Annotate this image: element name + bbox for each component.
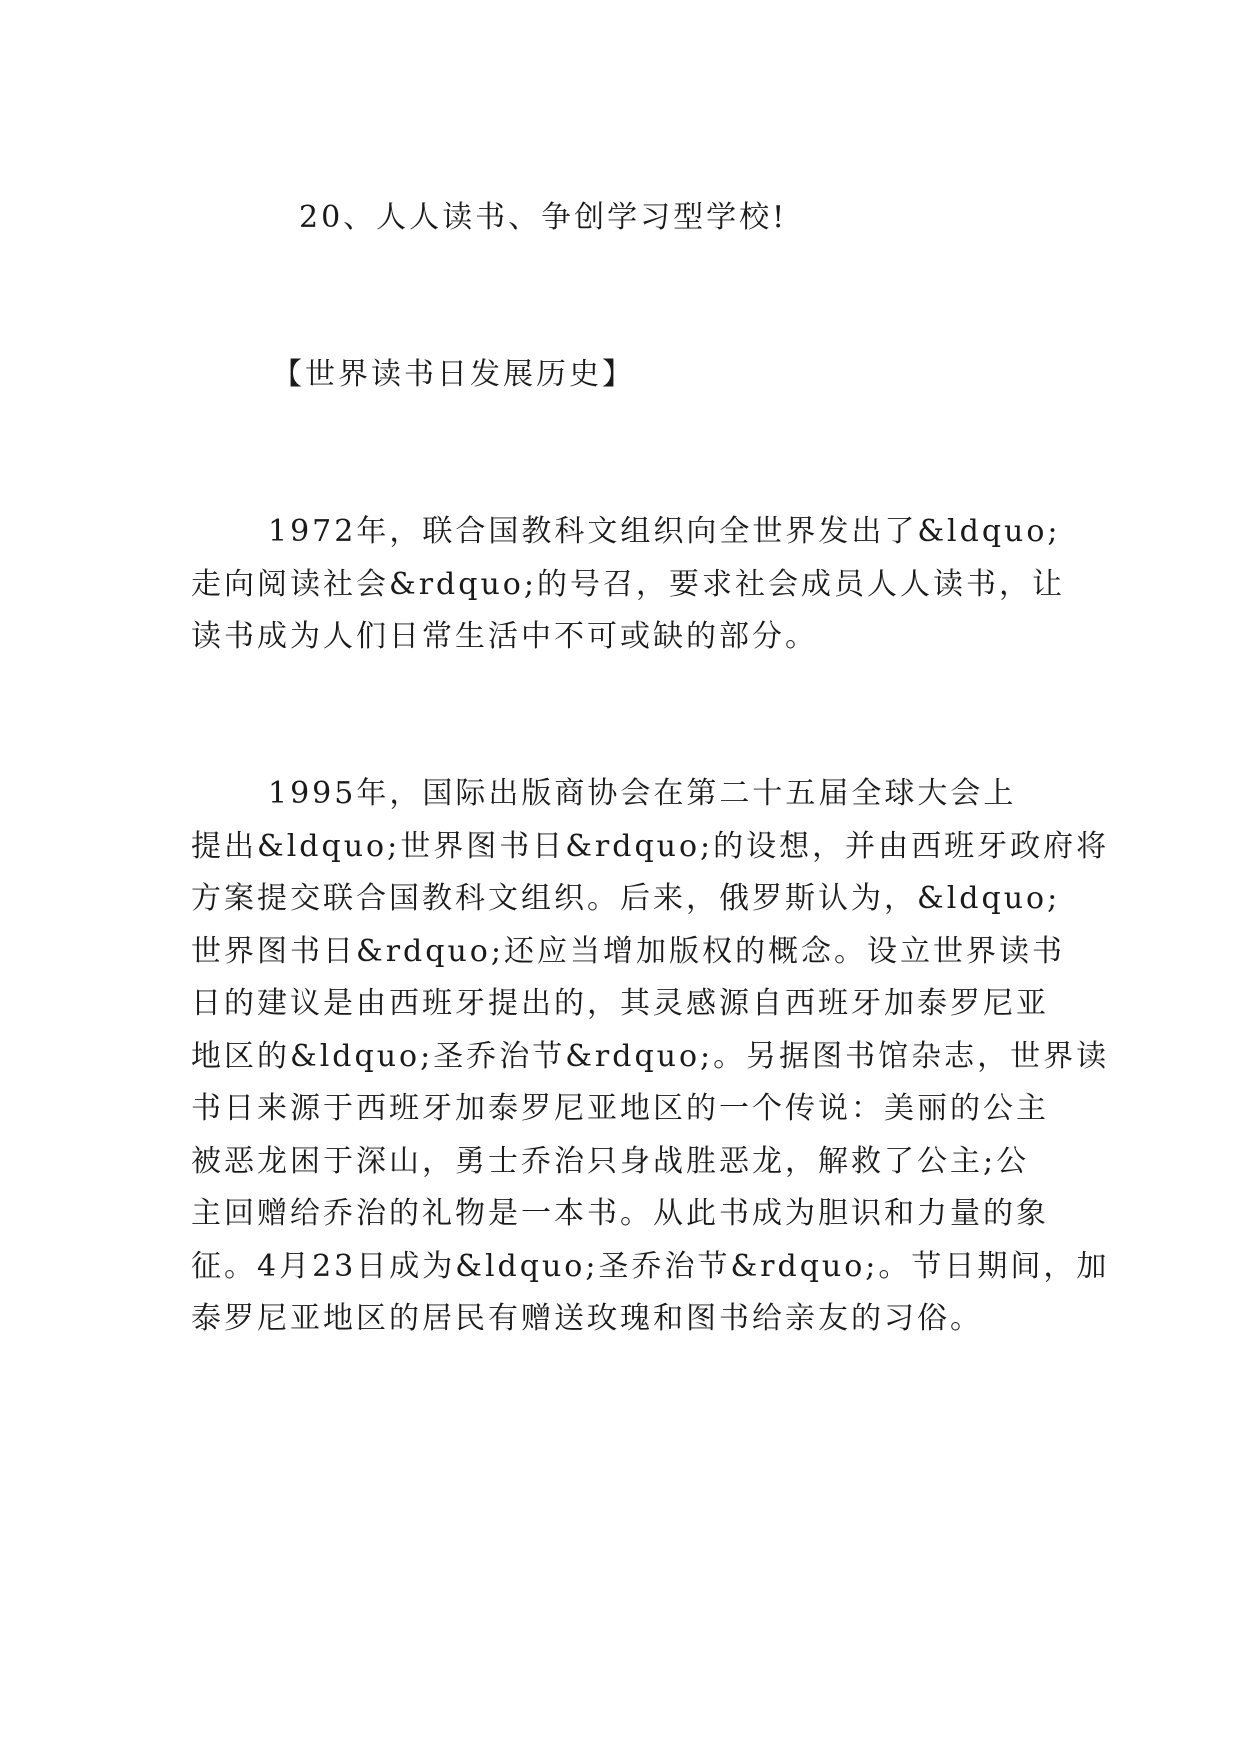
paragraph-line: 书日来源于西班牙加泰罗尼亚地区的一个传说：美丽的公主 xyxy=(191,1091,1049,1126)
paragraph-line: 1995年，国际出版商协会在第二十五届全球大会上 xyxy=(268,776,1017,811)
paragraph-line: 征。4月23日成为&ldquo;圣乔治节&rdquo;。节日期间，加 xyxy=(191,1249,1110,1284)
section-heading: 【世界读书日发展历史】 xyxy=(272,357,635,392)
paragraph-line: 地区的&ldquo;圣乔治节&rdquo;。另据图书馆杂志，世界读 xyxy=(191,1039,1110,1074)
paragraph-line: 走向阅读社会&rdquo;的号召，要求社会成员人人读书，让 xyxy=(191,567,1065,602)
paragraph-line: 泰罗尼亚地区的居民有赠送玫瑰和图书给亲友的习俗。 xyxy=(191,1301,983,1336)
paragraph-line: 主回赠给乔治的礼物是一本书。从此书成为胆识和力量的象 xyxy=(191,1196,1049,1231)
paragraph-line: 1972年，联合国教科文组织向全世界发出了&ldquo; xyxy=(268,514,1061,549)
paragraph-line: 被恶龙困于深山，勇士乔治只身战胜恶龙，解救了公主;公 xyxy=(191,1144,1030,1179)
paragraph-line: 读书成为人们日常生活中不可或缺的部分。 xyxy=(191,619,818,654)
paragraph-line: 世界图书日&rdquo;还应当增加版权的概念。设立世界读书 xyxy=(191,934,1065,969)
paragraph-line: 日的建议是由西班牙提出的，其灵感源自西班牙加泰罗尼亚 xyxy=(191,986,1049,1021)
item-20-text: 20、人人读书、争创学习型学校! xyxy=(299,200,788,235)
paragraph-line: 方案提交联合国教科文组织。后来，俄罗斯认为，&ldquo; xyxy=(191,881,1061,916)
paragraph-line: 提出&ldquo;世界图书日&rdquo;的设想，并由西班牙政府将 xyxy=(191,829,1110,864)
